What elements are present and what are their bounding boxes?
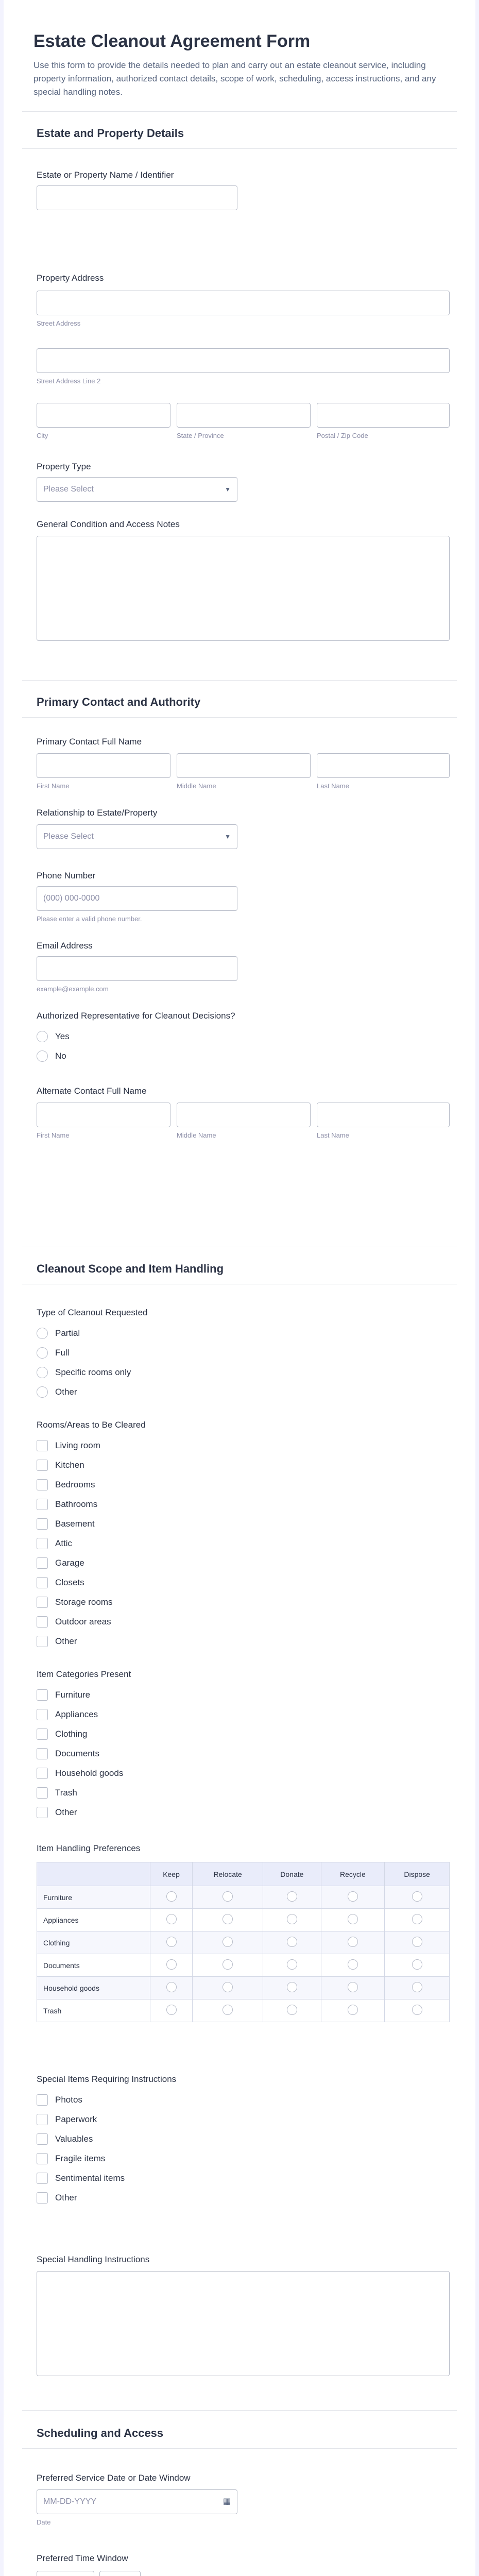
section-heading-scope: Cleanout Scope and Item Handling xyxy=(37,1262,224,1275)
zip-sublabel: Postal / Zip Code xyxy=(317,432,368,439)
checkbox[interactable] xyxy=(37,1557,48,1569)
street-address-input[interactable] xyxy=(37,291,450,315)
matrix-radio[interactable] xyxy=(166,1891,177,1902)
cleanout-option-other[interactable]: Other xyxy=(37,1386,77,1398)
street-address-2-sublabel: Street Address Line 2 xyxy=(37,377,101,385)
service-date-label: Preferred Service Date or Date Window xyxy=(37,2473,191,2483)
chevron-down-icon: ▼ xyxy=(225,486,231,493)
rooms-option[interactable]: Other xyxy=(37,1635,77,1648)
checkbox[interactable] xyxy=(37,1709,48,1720)
alt-middle-sublabel: Middle Name xyxy=(177,1131,216,1139)
matrix-radio[interactable] xyxy=(287,1891,297,1902)
matrix-row xyxy=(37,1886,450,1909)
matrix-radio[interactable] xyxy=(412,1891,422,1902)
special-items-label: Special Items Requiring Instructions xyxy=(37,2074,177,2084)
section-heading-scheduling: Scheduling and Access xyxy=(37,2427,164,2439)
checkbox[interactable] xyxy=(37,1768,48,1779)
street-address-sublabel: Street Address xyxy=(37,319,81,327)
matrix-radio[interactable] xyxy=(223,1982,233,1992)
checkbox[interactable] xyxy=(37,1538,48,1549)
matrix-row xyxy=(37,1977,450,1999)
checkbox[interactable] xyxy=(37,1616,48,1628)
chevron-down-icon xyxy=(128,2571,134,2576)
authorized-option-no[interactable]: No xyxy=(37,1050,66,1062)
section-divider xyxy=(22,2448,457,2449)
special-item-option[interactable]: Fragile items xyxy=(37,2153,105,2165)
form-title: Estate Cleanout Agreement Form xyxy=(33,31,311,51)
contact-first-name-input[interactable] xyxy=(37,753,170,778)
matrix-column-header: Keep xyxy=(150,1862,193,1886)
section-divider xyxy=(22,680,457,681)
address-label: Property Address xyxy=(37,273,104,283)
matrix-radio[interactable] xyxy=(287,1959,297,1970)
phone-sublabel: Please enter a valid phone number. xyxy=(37,915,142,923)
matrix-radio[interactable] xyxy=(166,1937,177,1947)
alt-first-name-input[interactable] xyxy=(37,1103,170,1127)
contact-first-sublabel: First Name xyxy=(37,782,70,790)
section-divider xyxy=(22,2410,457,2411)
category-option[interactable]: Household goods xyxy=(37,1767,123,1780)
rooms-label: Rooms/Areas to Be Cleared xyxy=(37,1420,146,1430)
checkbox[interactable] xyxy=(37,1499,48,1510)
phone-label: Phone Number xyxy=(37,871,96,880)
checkbox[interactable] xyxy=(37,1748,48,1759)
handling-matrix xyxy=(37,1862,450,2022)
special-handling-label: Special Handling Instructions xyxy=(37,2255,150,2264)
matrix-row xyxy=(37,1909,450,1931)
property-type-label: Property Type xyxy=(37,462,91,471)
radio-button[interactable] xyxy=(37,1328,48,1339)
rooms-option[interactable]: Storage rooms xyxy=(37,1596,113,1608)
section-divider xyxy=(22,148,457,149)
checkbox[interactable] xyxy=(37,1518,48,1530)
matrix-radio[interactable] xyxy=(348,2005,358,2015)
category-option[interactable]: Appliances xyxy=(37,1708,98,1721)
contact-last-name-input[interactable] xyxy=(317,753,450,778)
matrix-radio[interactable] xyxy=(166,1959,177,1970)
matrix-radio[interactable] xyxy=(348,1982,358,1992)
authorized-option-yes[interactable]: Yes xyxy=(37,1030,70,1043)
hour-select[interactable] xyxy=(37,2571,94,2576)
matrix-radio[interactable] xyxy=(223,1959,233,1970)
matrix-row-label: Documents xyxy=(37,1954,150,1977)
matrix-radio[interactable] xyxy=(223,1891,233,1902)
zip-input[interactable] xyxy=(317,403,450,428)
contact-last-sublabel: Last Name xyxy=(317,782,349,790)
matrix-radio[interactable] xyxy=(348,1937,358,1947)
radio-button[interactable] xyxy=(37,1386,48,1398)
alt-middle-name-input[interactable] xyxy=(177,1103,311,1127)
cleanout-option-full[interactable]: Full xyxy=(37,1347,69,1359)
street-address-2-input[interactable] xyxy=(37,348,450,373)
alt-first-sublabel: First Name xyxy=(37,1131,70,1139)
rooms-option[interactable]: Kitchen xyxy=(37,1459,84,1471)
section-heading-contact: Primary Contact and Authority xyxy=(37,696,201,708)
radio-button[interactable] xyxy=(37,1031,48,1042)
checkbox[interactable] xyxy=(37,1807,48,1818)
contact-name-label: Primary Contact Full Name xyxy=(37,737,142,747)
category-option[interactable]: Trash xyxy=(37,1787,77,1799)
matrix-radio[interactable] xyxy=(412,1914,422,1924)
chevron-down-icon xyxy=(81,2571,88,2576)
ampm-select[interactable] xyxy=(99,2571,141,2576)
category-option[interactable]: Clothing xyxy=(37,1728,87,1740)
email-input[interactable] xyxy=(37,956,237,981)
matrix-radio[interactable] xyxy=(412,2005,422,2015)
handling-label: Item Handling Preferences xyxy=(37,1843,141,1853)
service-date-input[interactable] xyxy=(37,2489,237,2514)
cleanout-option-specific[interactable]: Specific rooms only xyxy=(37,1366,131,1379)
section-heading-property: Estate and Property Details xyxy=(37,127,184,140)
rooms-option[interactable]: Basement xyxy=(37,1518,95,1530)
category-option[interactable]: Documents xyxy=(37,1748,99,1760)
property-name-label: Estate or Property Name / Identifier xyxy=(37,170,174,180)
contact-middle-sublabel: Middle Name xyxy=(177,782,216,790)
radio-button[interactable] xyxy=(37,1367,48,1378)
checkbox[interactable] xyxy=(37,2153,48,2164)
matrix-radio[interactable] xyxy=(223,1937,233,1947)
rooms-option[interactable]: Bathrooms xyxy=(37,1498,97,1511)
general-condition-textarea[interactable] xyxy=(37,536,450,641)
phone-placeholder: (000) 000-0000 xyxy=(43,894,100,903)
relationship-select[interactable] xyxy=(37,824,237,849)
relationship-label: Relationship to Estate/Property xyxy=(37,808,158,818)
radio-button[interactable] xyxy=(37,1347,48,1359)
rooms-option[interactable]: Closets xyxy=(37,1577,84,1589)
property-type-select[interactable] xyxy=(37,477,237,502)
checkbox[interactable] xyxy=(37,1689,48,1701)
header-divider xyxy=(22,111,457,112)
checkbox[interactable] xyxy=(37,1577,48,1588)
alt-last-name-input[interactable] xyxy=(317,1103,450,1127)
city-sublabel: City xyxy=(37,432,48,439)
matrix-radio[interactable] xyxy=(166,1914,177,1924)
matrix-corner xyxy=(37,1862,150,1886)
radio-button[interactable] xyxy=(37,1050,48,1062)
rooms-option[interactable]: Bedrooms xyxy=(37,1479,95,1491)
matrix-row-label: Household goods xyxy=(37,1977,150,1999)
checkbox[interactable] xyxy=(37,1636,48,1647)
contact-middle-name-input[interactable] xyxy=(177,753,311,778)
matrix-row-label: Trash xyxy=(37,1999,150,2022)
service-date-placeholder: MM-DD-YYYY xyxy=(43,2497,97,2506)
rooms-option[interactable]: Attic xyxy=(37,1537,72,1550)
rooms-option[interactable]: Living room xyxy=(37,1439,100,1452)
form-description: Use this form to provide the details needed to plan and carry out an estate cleanout service, including property information, authorized contact details, scope of work, scheduling, access instructions, and any special handling notes. xyxy=(33,60,436,97)
email-sublabel: example@example.com xyxy=(37,985,109,993)
checkbox[interactable] xyxy=(37,1460,48,1471)
checkbox[interactable] xyxy=(37,2133,48,2145)
categories-label: Item Categories Present xyxy=(37,1669,131,1679)
matrix-radio[interactable] xyxy=(287,1982,297,1992)
special-item-option[interactable]: Other xyxy=(37,2192,77,2204)
state-sublabel: State / Province xyxy=(177,432,224,439)
form-header xyxy=(4,0,475,99)
alt-contact-label: Alternate Contact Full Name xyxy=(37,1086,147,1096)
matrix-radio[interactable] xyxy=(287,1937,297,1947)
city-input[interactable] xyxy=(37,403,170,428)
cleanout-option-partial[interactable]: Partial xyxy=(37,1327,80,1340)
cleanout-type-label: Type of Cleanout Requested xyxy=(37,1308,148,1317)
matrix-column-header: Recycle xyxy=(321,1862,385,1886)
service-time-label: Preferred Time Window xyxy=(37,2553,128,2563)
checkbox[interactable] xyxy=(37,2114,48,2125)
chevron-down-icon: ▼ xyxy=(225,833,231,840)
matrix-radio[interactable] xyxy=(412,1937,422,1947)
matrix-row xyxy=(37,1999,450,2022)
matrix-radio[interactable] xyxy=(287,2005,297,2015)
authorized-label: Authorized Representative for Cleanout Decisions? xyxy=(37,1011,235,1021)
special-item-option[interactable]: Paperwork xyxy=(37,2113,97,2126)
special-item-option[interactable]: Photos xyxy=(37,2094,82,2106)
state-input[interactable] xyxy=(177,403,311,428)
category-option[interactable]: Other xyxy=(37,1806,77,1819)
relationship-placeholder: Please Select xyxy=(43,832,94,841)
matrix-row-label: Furniture xyxy=(37,1886,150,1909)
matrix-radio[interactable] xyxy=(412,1959,422,1970)
checkbox[interactable] xyxy=(37,1440,48,1451)
matrix-radio[interactable] xyxy=(348,1959,358,1970)
alt-last-sublabel: Last Name xyxy=(317,1131,349,1139)
rooms-option[interactable]: Garage xyxy=(37,1557,84,1569)
matrix-row-label: Appliances xyxy=(37,1909,150,1931)
matrix-radio[interactable] xyxy=(348,1891,358,1902)
form-card xyxy=(4,0,475,2576)
matrix-radio[interactable] xyxy=(412,1982,422,1992)
matrix-radio[interactable] xyxy=(166,1982,177,1992)
phone-input[interactable] xyxy=(37,886,237,911)
rooms-option[interactable]: Outdoor areas xyxy=(37,1616,111,1628)
property-name-input[interactable] xyxy=(37,185,237,210)
special-item-option[interactable]: Sentimental items xyxy=(37,2172,125,2184)
checkbox[interactable] xyxy=(37,1479,48,1490)
checkbox[interactable] xyxy=(37,2192,48,2204)
matrix-column-header: Donate xyxy=(263,1862,321,1886)
special-item-option[interactable]: Valuables xyxy=(37,2133,93,2145)
email-label: Email Address xyxy=(37,941,93,951)
special-handling-textarea[interactable] xyxy=(37,2271,450,2376)
matrix-radio[interactable] xyxy=(166,2005,177,2015)
matrix-row-label: Clothing xyxy=(37,1931,150,1954)
checkbox[interactable] xyxy=(37,1728,48,1740)
checkbox[interactable] xyxy=(37,2173,48,2184)
matrix-column-header: Dispose xyxy=(385,1862,450,1886)
calendar-icon[interactable]: ▦ xyxy=(223,2497,231,2506)
checkbox[interactable] xyxy=(37,2094,48,2106)
matrix-radio[interactable] xyxy=(223,1914,233,1924)
matrix-radio[interactable] xyxy=(348,1914,358,1924)
property-type-placeholder: Please Select xyxy=(43,485,94,494)
category-option[interactable]: Furniture xyxy=(37,1689,90,1701)
matrix-row xyxy=(37,1954,450,1977)
matrix-row xyxy=(37,1931,450,1954)
service-date-sublabel: Date xyxy=(37,2518,51,2526)
section-divider xyxy=(22,717,457,718)
matrix-radio[interactable] xyxy=(287,1914,297,1924)
general-condition-label: General Condition and Access Notes xyxy=(37,519,180,529)
matrix-column-header: Relocate xyxy=(193,1862,263,1886)
matrix-radio[interactable] xyxy=(223,2005,233,2015)
checkbox[interactable] xyxy=(37,1597,48,1608)
checkbox[interactable] xyxy=(37,1787,48,1799)
